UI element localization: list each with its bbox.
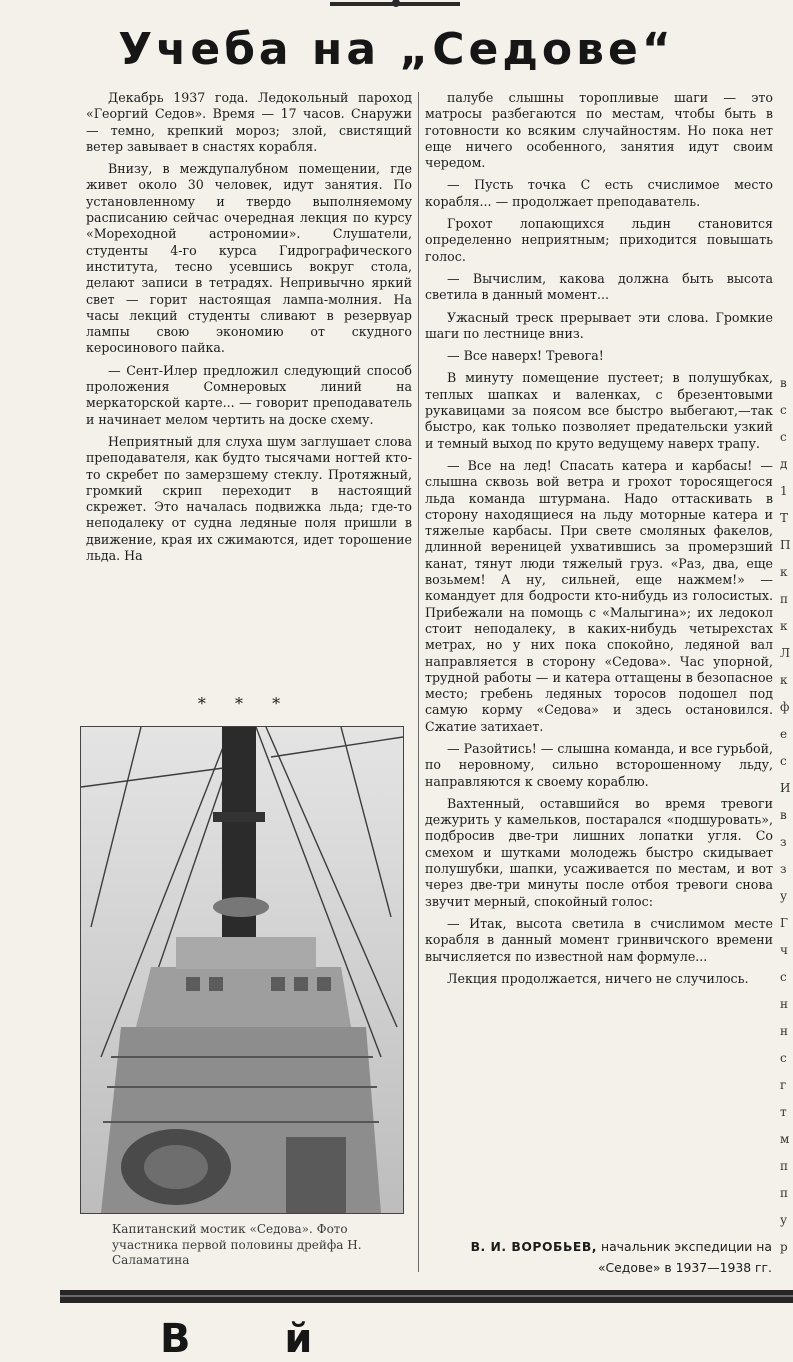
ship-bridge-illustration (81, 727, 403, 1213)
edge-letter: п (780, 1186, 788, 1200)
edge-letter: в (780, 376, 787, 390)
edge-letter: к (780, 673, 788, 687)
paragraph: — Вычислим, какова должна быть высота светила в данный момент... (425, 270, 773, 303)
edge-letter: д (780, 457, 788, 471)
edge-letter: н (780, 997, 788, 1011)
paragraph: — Все наверх! Тревога! (447, 348, 604, 364)
paragraph: Вахтенный, оставшийся во время тревоги дежурить у камельков, постарался «подшуровать», подбросив две-три лишних лопатки угля. Со смехом и шутками молодежь быстро скидывает полушубки, шапки, усаживается по местам, и вот через две-три минуты после отбоя тревоги снова звучит мерный, спокойный голос: (425, 795, 773, 909)
paragraph: Внизу, в междупалубном помещении, где живет около 30 человек, идут занятия. По установленному и твердо выполняемому расписанию сейчас очередная лекция по курсу «Мореходной астрономии». Слушатели, студенты 4-го курса Гидрографического института, тесно усевшись вокруг стола, делают записи в тетрадях. Непривычно яркий свет — горит настоящая лампа-молния. На часы лекций студенты сливают в резервуар лампы свою экономию от скудного керосинового пайка. (86, 161, 412, 356)
paragraph: — Итак, высота светила в счислимом месте корабля в данный момент гринвичского времени вычисляется по известной нам формуле... (425, 915, 773, 964)
paragraph: — Пусть точка С есть счислимое место корабля... — продолжает преподаватель. (425, 177, 773, 209)
edge-letter: р (780, 1240, 788, 1254)
edge-letter: у (780, 1213, 788, 1227)
byline (436, 1236, 772, 1278)
paragraph: Лекция продолжается, ничего не случилось. (447, 970, 749, 986)
edge-letter: т (780, 1105, 787, 1119)
edge-letter: п (780, 592, 788, 606)
paragraph: В минуту помещение пустеет; в полушубках, теплых шапках и валенках, с брезентовыми рукавицами за поясом все быстро выбегают,—так быстро, как только позволяет предательски узкий и темный выход по круто ведущему наверх трапу. (425, 370, 773, 451)
edge-letter: с (780, 403, 787, 417)
ship-bridge-photo (80, 726, 404, 1214)
paragraph: Ужасный треск прерывает эти слова. Громкие шаги по лестнице вниз. (425, 309, 773, 341)
author-title: начальник экспедиции на «Седове» в 1937—1938 гг. (597, 1239, 772, 1275)
photo-caption: Капитанский мостик «Седова». Фото участника первой половины дрейфа Н. Саламатина (112, 1222, 362, 1267)
edge-letter: с (780, 970, 787, 984)
column-divider (418, 92, 419, 1272)
paragraph: Грохот лопающихся льдин становится определенно неприятным; приходится повышать голос. (425, 216, 773, 264)
paragraph: палубе слышны торопливые шаги — это матросы разбегаются по местам, чтобы быть в готовности ко всяким случайностям. Но пока нет еще ничего особенного, занятия идут своим чередом. (425, 90, 773, 171)
edge-letter: з (780, 835, 787, 849)
edge-letter: Т (780, 511, 789, 525)
edge-letter: е (780, 727, 788, 741)
edge-letter: у (780, 889, 788, 903)
edge-letter: с (780, 430, 787, 444)
edge-letter: к (780, 565, 788, 579)
column-2 (425, 90, 773, 993)
edge-letter: Л (780, 646, 791, 660)
edge-letter: з (780, 862, 787, 876)
paragraph: — Сент-Илер предложил следующий способ проложения Сомнеровых линий на меркаторской карте... — говорит преподаватель и начинает мелом чертить на доске схему. (86, 362, 412, 427)
edge-letter: в (780, 808, 787, 822)
edge-letter: п (780, 1159, 788, 1173)
edge-letter: с (780, 1051, 787, 1065)
edge-letter: г (780, 1078, 787, 1092)
edge-letter: И (780, 781, 791, 795)
article-title: Учеба на „Седове“ (118, 24, 675, 75)
column-1 (86, 90, 412, 570)
edge-letter: м (780, 1132, 790, 1146)
edge-letter: 1 (780, 484, 788, 498)
section-break-stars: * * * (197, 694, 293, 713)
edge-letter: н (780, 1024, 788, 1038)
edge-letter: к (780, 619, 788, 633)
author-name: В. И. ВОРОБЬЕВ, (470, 1239, 598, 1254)
edge-letter: ф (780, 700, 790, 714)
edge-letter: П (780, 538, 791, 552)
paragraph: Неприятный для слуха шум заглушает слова преподавателя, как будто тысячами ногтей кто-то скребет по замерзшему стеклу. Протяжный, громкий скрип переходит в настоящий скрежет. Это началась подвижка льда; где-то неподалеку от судна ледяные поля пришли в движение, края их сжимаются, идет торошение льда. На (86, 433, 412, 564)
bottom-rule-accent (60, 1295, 793, 1297)
edge-letter: ч (780, 943, 788, 957)
paragraph: Декабрь 1937 года. Ледокольный пароход «Георгий Седов». Время — 17 часов. Снаружи — темно, крепкий мороз; злой, свистящий ветер завывает в снастях корабля. (86, 90, 412, 154)
paragraph: — Все на лед! Спасать катера и карбасы! — слышна сквозь вой ветра и грохот торосящегося льда команда штурмана. Надо оттаскивать в сторону находящиеся на льду моторные катера и тяжелые карбасы. При свете смоляных факелов, длинной вереницей ухватившись за промерзший канат, тянут люди тяжелый груз. «Раз, два, еще возьмем! А ну, сильней, еще нажмем!» — командует для бодрости кто-нибудь из голосистых. Прибежали на помощь с «Малыгина»; их ледокол стоит неподалеку, в каких-нибудь четырехстах метрах, но у них пока спокойно, ледяной вал направляется в сторону «Седова». Час упорной, трудной работы — и катера оттащены в безопасное место; гребень ледяных торосов подошел под самую корму «Седова» и здесь остановился. Сжатие затихает. (425, 457, 773, 734)
edge-letter: с (780, 754, 787, 768)
next-article-heading-fragment: В й (160, 1316, 353, 1362)
paragraph: — Разойтись! — слышна команда, и все гурьбой, по неровному, сильно всторошенному льду, направляются к своему кораблю. (425, 740, 773, 789)
edge-letter: Г (780, 916, 788, 930)
adjacent-column-edge (780, 370, 793, 1270)
